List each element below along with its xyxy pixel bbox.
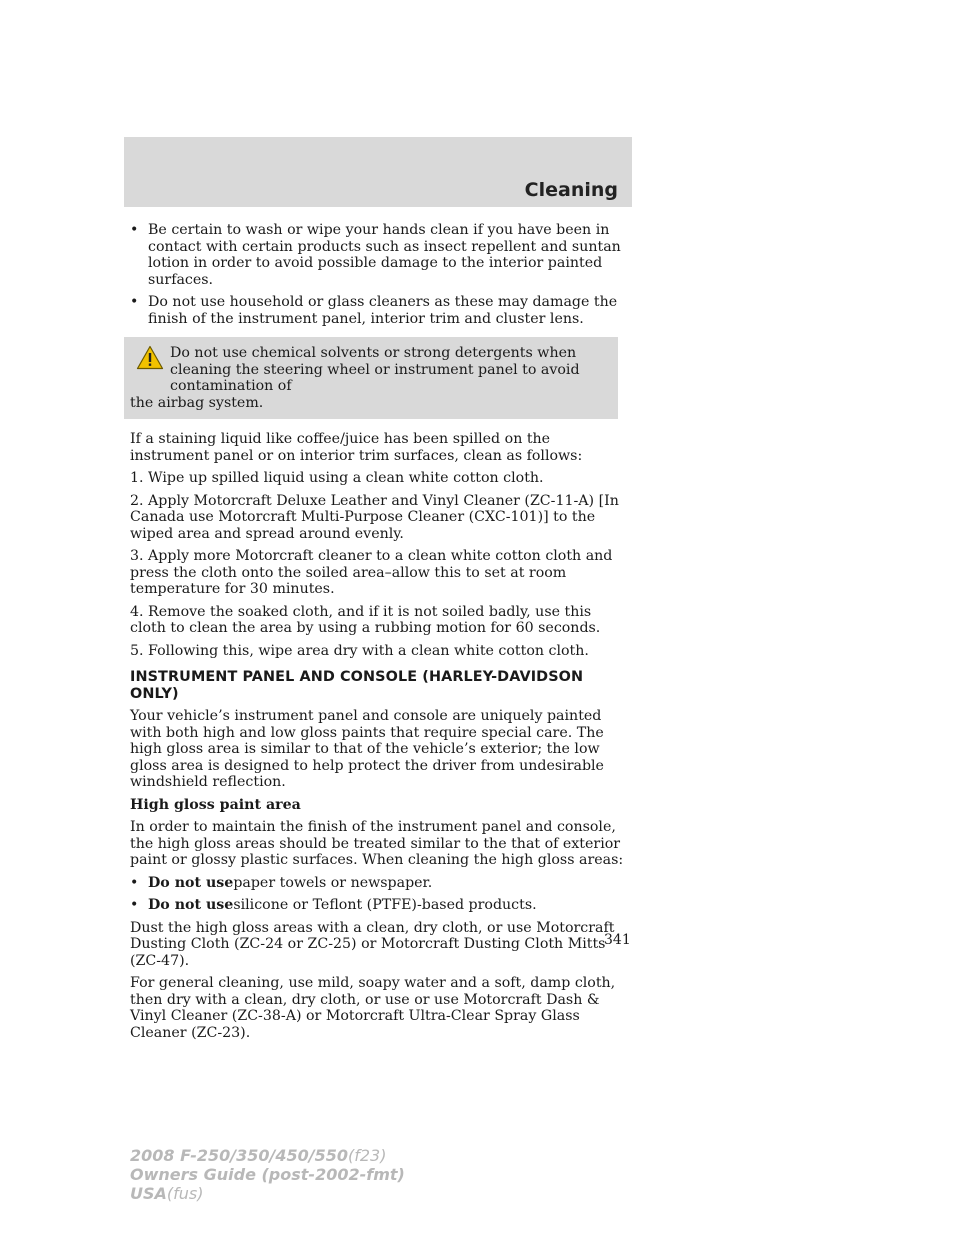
warning-triangle-icon xyxy=(136,345,164,370)
bullet-text: Be certain to wash or wipe your hands clean if you have been in contact with certain products such as insect repellent and suntan lotion in order to avoid possible damage to the interior painted surfaces. xyxy=(148,222,621,288)
bullet-marker: • xyxy=(130,222,139,238)
footer xyxy=(130,1146,405,1203)
bullet-item xyxy=(130,222,630,288)
bullet-marker: • xyxy=(130,294,139,310)
step-2: 2. Apply Motorcraft Deluxe Leather and Vinyl Cleaner (ZC-11-A) [In Canada use Motorcraft Multi-Purpose Cleaner (CXC-101)] to the wiped area and spread around evenly. xyxy=(130,492,619,542)
page-content xyxy=(130,222,630,1047)
warning-text-continued: the airbag system. xyxy=(130,394,264,411)
bullet-marker: • xyxy=(130,897,139,913)
footer-line-3 xyxy=(130,1184,405,1203)
section-title: Cleaning xyxy=(524,179,618,201)
dust-paragraph: Dust the high gloss areas with a clean, dry cloth, or use Motorcraft Dusting Cloth (ZC-24 or ZC-25) or Motorcraft Dusting Cloth Mitts (ZC-47). xyxy=(130,919,615,969)
footer-line-2: Owners Guide (post-2002-fmt) xyxy=(130,1165,405,1184)
section-paragraph: Your vehicle’s instrument panel and console are uniquely painted with both high and low gloss paints that require special care. The high gloss area is similar to that of the vehicle’s exterior; the low gloss area is designed to help protect the driver from undesirable windshield reflection. xyxy=(130,708,604,790)
header-band xyxy=(124,137,632,207)
footer-line-1 xyxy=(130,1146,405,1165)
footer-market: USA xyxy=(130,1184,167,1203)
warning-text: Do not use chemical solvents or strong detergents when cleaning the steering wheel or instrument panel to avoid contamination of xyxy=(170,345,580,394)
step-3: 3. Apply more Motorcraft cleaner to a clean white cotton cloth and press the cloth onto the soiled area–allow this to set at room temperature for 30 minutes. xyxy=(130,548,613,597)
footer-model: 2008 F-250/350/450/550 xyxy=(130,1146,348,1165)
bullet-item xyxy=(130,875,630,892)
warning-box xyxy=(124,337,618,419)
general-cleaning-paragraph: For general cleaning, use mild, soapy water and a soft, damp cloth, then dry with a clean, dry cloth, or use or use Motorcraft Dash & Vinyl Cleaner (ZC-38-A) or Motorcraft Ultra-Clear Spray Glass Cleaner (ZC-23). xyxy=(130,975,616,1041)
section-heading: INSTRUMENT PANEL AND CONSOLE (HARLEY-DAVIDSON ONLY) xyxy=(130,669,584,702)
page-number: 341 xyxy=(604,932,631,948)
step-5: 5. Following this, wipe area dry with a clean white cotton cloth. xyxy=(130,642,589,659)
intro-paragraph: If a staining liquid like coffee/juice has been spilled on the instrument panel or on interior trim surfaces, clean as follows: xyxy=(130,431,583,464)
bullet-item xyxy=(130,294,630,327)
bullet-marker: • xyxy=(130,874,139,891)
step-1: 1. Wipe up spilled liquid using a clean white cotton cloth. xyxy=(130,470,544,486)
bullet-text: Do not use household or glass cleaners as these may damage the finish of the instrument panel, interior trim and cluster lens. xyxy=(148,294,618,327)
bullet-text: silicone or Teflont (PTFE)-based products. xyxy=(233,897,537,913)
step-4: 4. Remove the soaked cloth, and if it is not soiled badly, use this cloth to clean the area by using a rubbing motion for 60 seconds. xyxy=(130,603,601,636)
bullet-bold: Do not use xyxy=(148,874,234,891)
bullet-text: paper towels or newspaper. xyxy=(233,874,433,891)
subheading: High gloss paint area xyxy=(130,796,301,813)
footer-market-code: (fus) xyxy=(166,1184,204,1203)
footer-model-code: (f23) xyxy=(348,1146,387,1165)
high-gloss-paragraph: In order to maintain the finish of the instrument panel and console, the high gloss areas should be treated similar to the that of exterior paint or glossy plastic surfaces. When cleaning the high gloss areas: xyxy=(130,819,624,868)
bullet-bold: Do not use xyxy=(148,897,234,913)
bullet-item xyxy=(130,897,630,914)
